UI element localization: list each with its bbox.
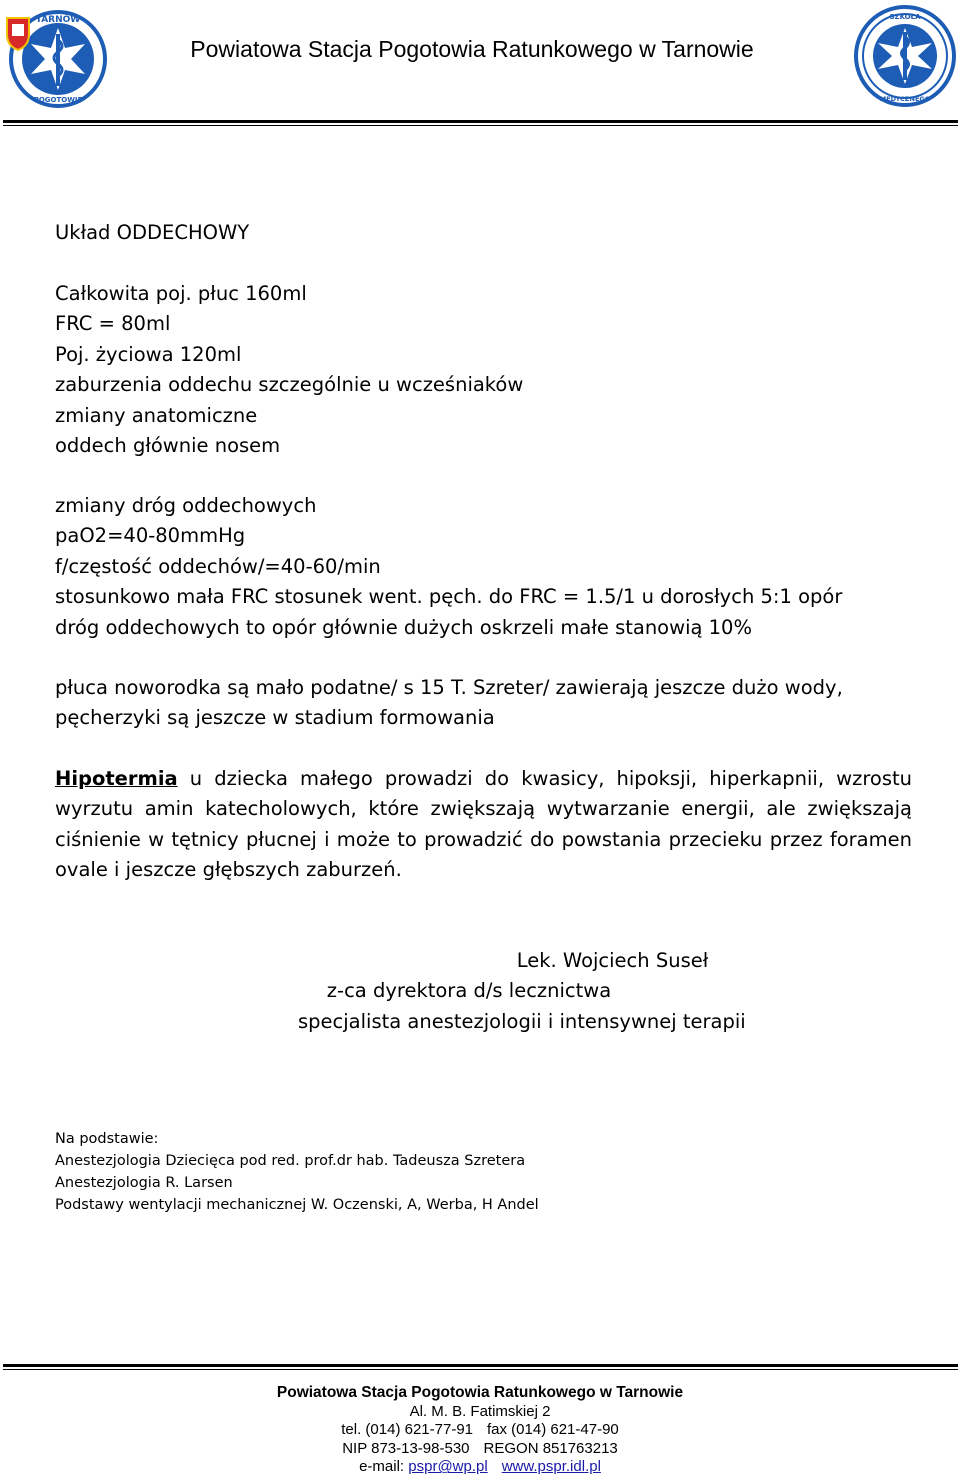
source-item: Anestezjologia R. Larsen [55, 1175, 233, 1191]
svg-text:MEDYCZNEGO: MEDYCZNEGO [879, 95, 931, 103]
newborn-lungs-paragraph [55, 673, 912, 734]
footer-website-link[interactable]: www.pspr.idl.pl [501, 1458, 601, 1476]
header-title: Powiatowa Stacja Pogotowia Ratunkowego w Tarnowie [190, 36, 754, 62]
footer-address: Al. M. B. Fatimskiej 2 [409, 1402, 551, 1420]
text-line: Całkowita poj. płuc 160ml [55, 282, 307, 305]
hypothermia-text: u dziecka małego prowadzi do kwasicy, hipoksji, hiperkapnii, wzrostu wyrzutu amin katecholowych, które zwiększają wytwarzanie energii, ale zwiększają ciśnienie w tętnicy płucnej i może to prowadzić do powstania przecieku przez foramen ovale i jeszcze głębszych zaburzeń. [55, 767, 913, 882]
footer-ids-line [0, 1440, 960, 1459]
text-line: oddech głównie nosem [55, 434, 281, 458]
lung-volume-list [55, 279, 912, 461]
text-line: płuca noworodka są mało podatne/ s 15 T. Szreter/ zawierają jeszcze dużo wody, [55, 676, 843, 699]
text-line: paO2=40-80mmHg [55, 524, 246, 548]
signature-specialty: specjalista anestezjologii i intensywnej terapii [298, 1009, 746, 1033]
text-line: FRC = 80ml [55, 312, 171, 336]
text-line: zmiany anatomiczne [55, 403, 258, 427]
footer-email-link[interactable]: pspr@wp.pl [408, 1458, 488, 1476]
footer [0, 1384, 960, 1477]
text-line: zmiany dróg oddechowych [55, 494, 317, 517]
footer-contact-line [0, 1458, 960, 1477]
source-item: Anestezjologia Dziecięca pod red. prof.dr hab. Tadeusza Szretera [55, 1153, 526, 1169]
text-line: dróg oddechowych to opór głównie dużych oskrzeli małe stanowią 10% [55, 615, 752, 639]
signature-role: z-ca dyrektora d/s lecznictwa [326, 979, 612, 1003]
footer-nip: NIP 873-13-98-530 [342, 1439, 470, 1457]
hypothermia-paragraph [55, 764, 912, 886]
footer-org: Powiatowa Stacja Pogotowia Ratunkowego w Tarnowie [276, 1384, 684, 1401]
footer-tel: tel. (014) 621-77-91 [341, 1421, 473, 1439]
sources-label: Na podstawie: [55, 1131, 159, 1147]
text-line: zaburzenia oddechu szczególnie u wcześniaków [55, 373, 524, 397]
footer-fax: fax (014) 621-47-90 [487, 1421, 619, 1439]
text-line: pęcherzyki są jeszcze w stadium formowania [55, 706, 495, 730]
text-line: stosunkowo mała FRC stosunek went. pęch. do FRC = 1.5/1 u dorosłych 5:1 opór [55, 585, 843, 609]
svg-text:TARNÓW: TARNÓW [35, 15, 81, 25]
footer-email-label: e-mail: [359, 1458, 405, 1476]
footer-regon: REGON 851763213 [483, 1439, 618, 1457]
text-line: Poj. życiowa 120ml [55, 342, 242, 366]
signature-name: Lek. Wojciech Suseł [516, 949, 709, 972]
signature-block [0, 946, 960, 1037]
heading-text: Układ ODDECHOWY [55, 221, 250, 244]
sources-list [55, 1128, 912, 1216]
hypothermia-title: Hipotermia [55, 767, 178, 790]
footer-divider-thin [3, 1369, 958, 1370]
footer-phone-line [0, 1421, 960, 1440]
footer-divider-thick [3, 1364, 958, 1367]
header-divider-thin [3, 125, 958, 126]
svg-text:POGOTOWIE: POGOTOWIE [33, 96, 83, 104]
section-heading [55, 218, 912, 248]
header-divider-thick [3, 120, 958, 123]
source-item: Podstawy wentylacji mechanicznej W. Oczenski, A, Werba, H Andel [55, 1197, 539, 1213]
text-line: f/częstość oddechów/=40-60/min [55, 554, 381, 578]
svg-text:SZKOŁA: SZKOŁA [889, 13, 921, 21]
airway-changes-list [55, 491, 912, 643]
